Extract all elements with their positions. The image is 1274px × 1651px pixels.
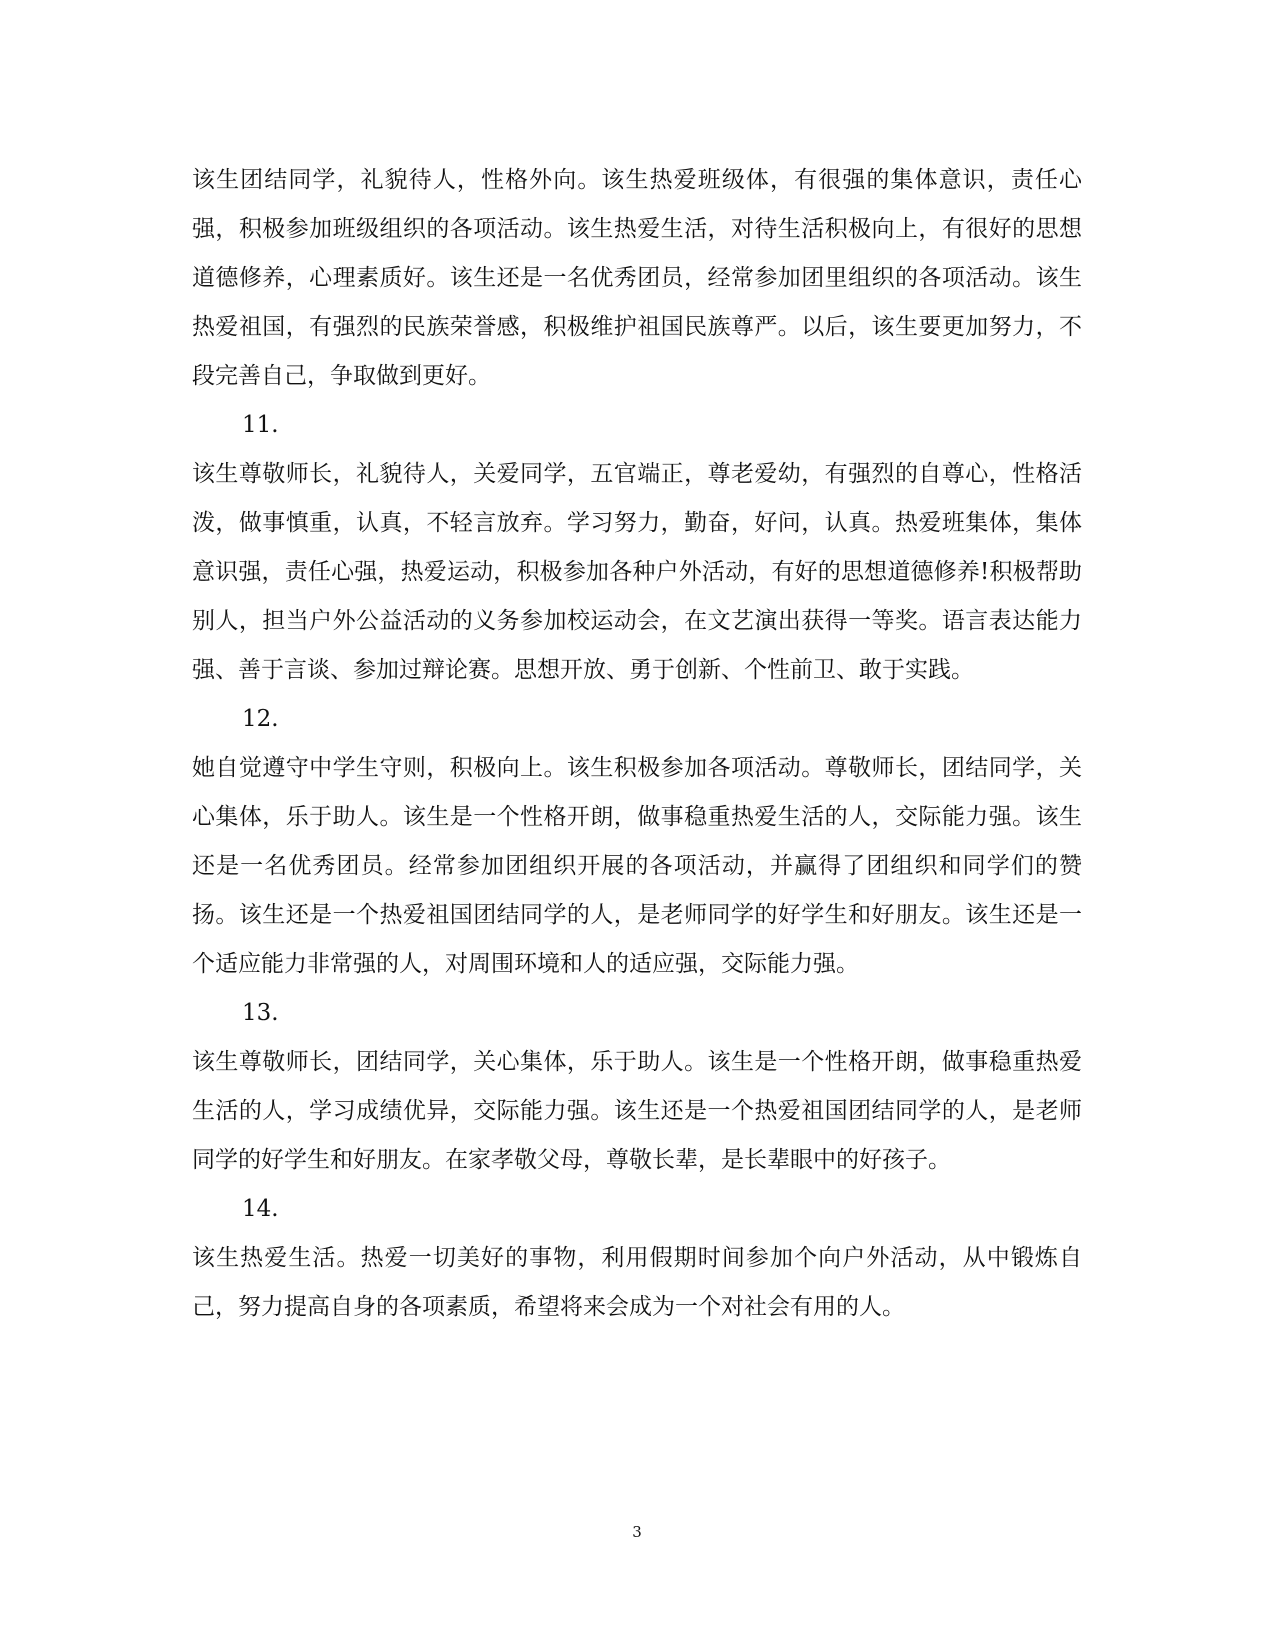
paragraph: 该生尊敬师长，礼貌待人，关爱同学，五官端正，尊老爱幼，有强烈的自尊心，性格活泼，做事慎重，认真，不轻言放弃。学习努力，勤奋，好问，认真。热爱班集体，集体意识强，责任心强，热爱运动，积极参加各种户外活动，有好的思想道德修养!积极帮助别人，担当户外公益活动的义务参加校运动会，在文艺演出获得一等奖。语言表达能力强、善于言谈、参加过辩论赛。思想开放、勇于创新、个性前卫、敢于实践。	[192, 461, 1082, 683]
document-body	[192, 156, 1082, 1332]
paragraph: 该生团结同学，礼貌待人，性格外向。该生热爱班级体，有很强的集体意识，责任心强，积极参加班级组织的各项活动。该生热爱生活，对待生活积极向上，有很好的思想道德修养，心理素质好。该生还是一名优秀团员，经常参加团里组织的各项活动。该生热爱祖国，有强烈的民族荣誉感，积极维护祖国民族尊严。以后，该生要更加努力，不段完善自己，争取做到更好。	[192, 167, 1082, 389]
entry-number: 14.	[242, 1196, 279, 1222]
paragraph: 该生热爱生活。热爱一切美好的事物，利用假期时间参加个向户外活动，从中锻炼自己，努力提高自身的各项素质，希望将来会成为一个对社会有用的人。	[192, 1245, 1082, 1320]
page-number: 3	[632, 1523, 642, 1541]
paragraph: 她自觉遵守中学生守则，积极向上。该生积极参加各项活动。尊敬师长，团结同学，关心集体，乐于助人。该生是一个性格开朗，做事稳重热爱生活的人，交际能力强。该生还是一名优秀团员。经常参加团组织开展的各项活动，并赢得了团组织和同学们的赞扬。该生还是一个热爱祖国团结同学的人，是老师同学的好学生和好朋友。该生还是一个适应能力非常强的人，对周围环境和人的适应强，交际能力强。	[192, 755, 1082, 977]
entry-number: 12.	[242, 706, 279, 732]
entry-number: 11.	[242, 412, 279, 438]
entry-number: 13.	[242, 1000, 279, 1026]
paragraph: 该生尊敬师长，团结同学，关心集体，乐于助人。该生是一个性格开朗，做事稳重热爱生活的人，学习成绩优异，交际能力强。该生还是一个热爱祖国团结同学的人，是老师同学的好学生和好朋友。在家孝敬父母，尊敬长辈，是长辈眼中的好孩子。	[192, 1049, 1082, 1173]
